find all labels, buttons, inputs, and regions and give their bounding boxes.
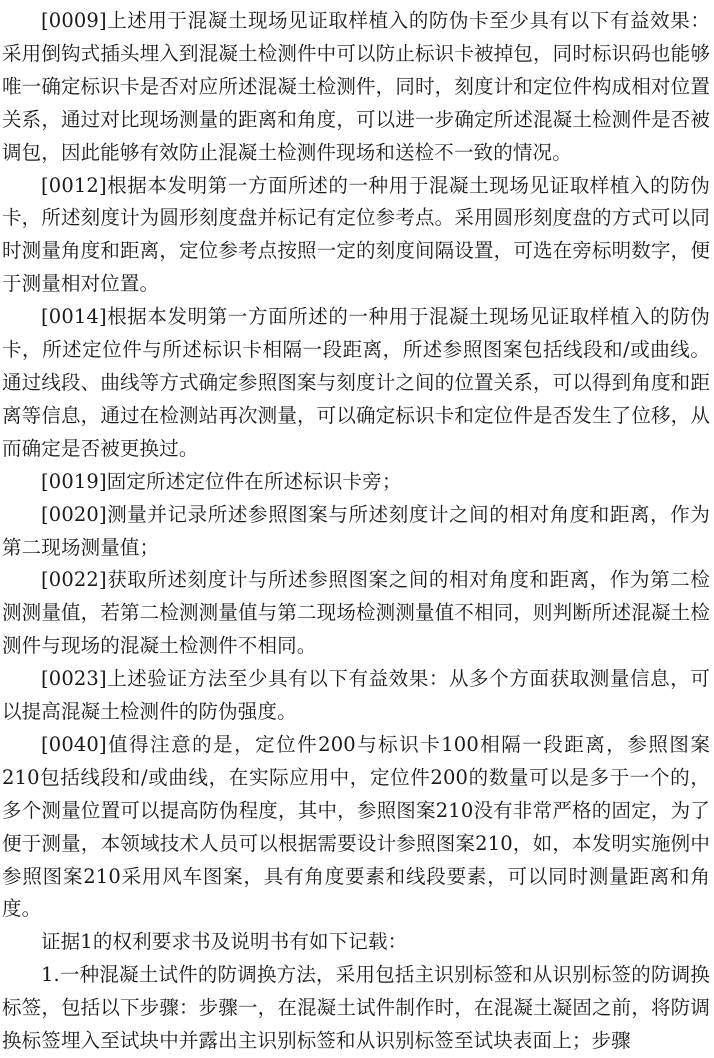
paragraph-0014: [0014]根据本发明第一方面所述的一种用于混凝土现场见证取样植入的防伪卡，所述定位件与所述标识卡相隔一段距离，所述参照图案包括线段和/或曲线。通过线段、曲线等方式确定参照图案与刻度计之间的位置关系，可以得到角度和距离等信息，通过在检测站再次测量，可以确定标识卡和定位件是否发生了位移，从而确定是否被更换过。 <box>2 305 710 460</box>
paragraph-0019: [0019]固定所述定位件在所述标识卡旁； <box>41 469 402 493</box>
document-body <box>2 5 710 1058</box>
paragraph-0040: [0040]值得注意的是，定位件200与标识卡100相隔一段距离，参照图案210包括线段和/或曲线，在实际应用中，定位件200的数量可以是多于一个的，多个测量位置可以提高防伪程度，其中，参照图案210没有非常严格的固定，为了便于测量，本领域技术人员可以根据需要设计参照图案210，如，本发明实施例中参照图案210采用风车图案，具有角度要素和线段要素，可以同时测量距离和角度。 <box>2 732 710 921</box>
paragraph-0009: [0009]上述用于混凝土现场见证取样植入的防伪卡至少具有以下有益效果：采用倒钩式插头埋入到混凝土检测件中可以防止标识卡被掉包，同时标识码也能够唯一确定标识卡是否对应所述混凝土检测件，同时，刻度计和定位件构成相对位置关系，通过对比现场测量的距离和角度，可以进一步确定所述混凝土检测件是否被调包，因此能够有效防止混凝土检测件现场和送检不一致的情况。 <box>2 9 710 164</box>
claim-1: 1.一种混凝土试件的防调换方法，采用包括主识别标签和从识别标签的防调换标签，包括以下步骤：步骤一，在混凝土试件制作时，在混凝土凝固之前，将防调换标签埋入至试块中并露出主识别标签和从识别标签至试块表面上；步骤 <box>2 963 710 1053</box>
paragraph-0012: [0012]根据本发明第一方面所述的一种用于混凝土现场见证取样植入的防伪卡，所述刻度计为圆形刻度盘并标记有定位参考点。采用圆形刻度盘的方式可以同时测量角度和距离，定位参考点按照一定的刻度间隔设置，可选在旁标明数字，便于测量相对位置。 <box>2 173 710 296</box>
evidence-heading: 证据1的权利要求书及说明书有如下记载： <box>41 930 408 954</box>
paragraph-0023: [0023]上述验证方法至少具有以下有益效果：从多个方面获取测量信息，可以提高混凝土检测件的防伪强度。 <box>2 667 710 724</box>
paragraph-0020: [0020]测量并记录所述参照图案与所述刻度计之间的相对角度和距离，作为第二现场测量值； <box>2 502 710 559</box>
paragraph-0022: [0022]获取所述刻度计与所述参照图案之间的相对角度和距离，作为第二检测测量值，若第二检测测量值与第二现场检测测量值不相同，则判断所述混凝土检测件与现场的混凝土检测件不相同。 <box>2 568 710 658</box>
